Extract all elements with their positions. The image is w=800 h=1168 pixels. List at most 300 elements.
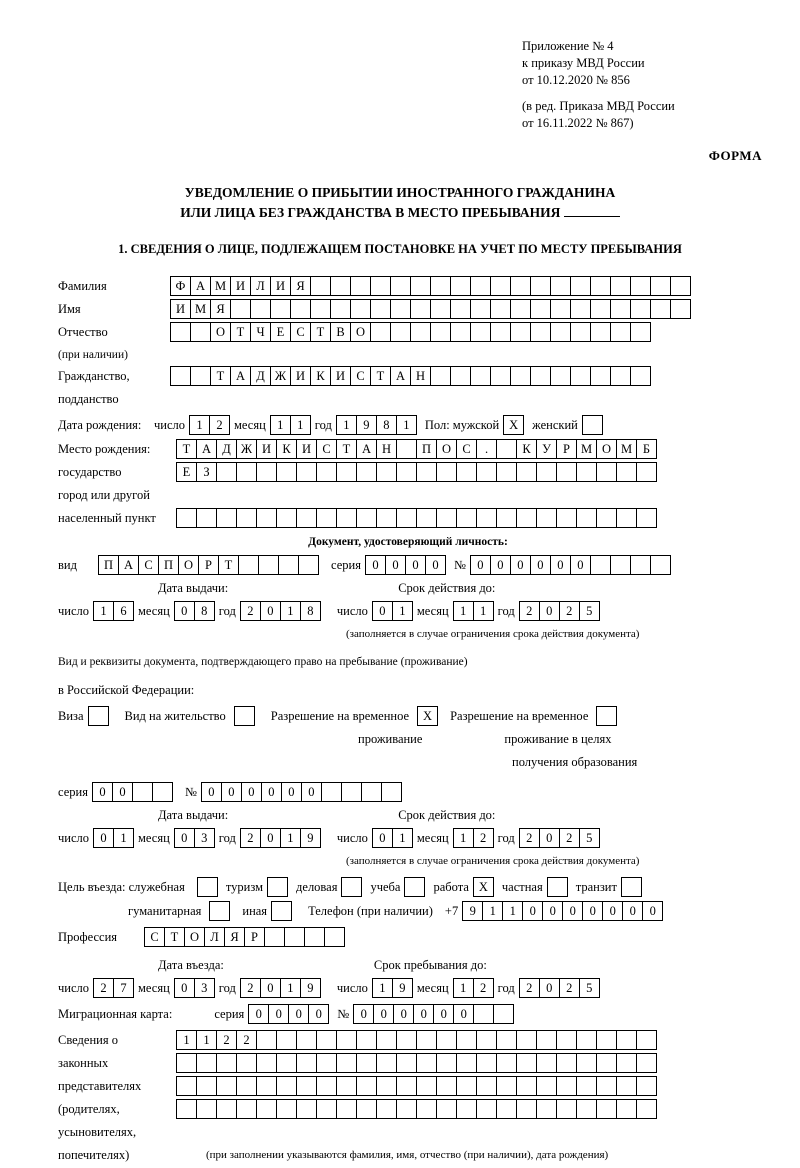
cell[interactable]: [610, 555, 631, 575]
cell[interactable]: [610, 322, 631, 342]
cell[interactable]: 0: [174, 601, 195, 621]
cell[interactable]: 0: [522, 901, 543, 921]
cell[interactable]: [296, 1053, 317, 1073]
field-birthplace-city-2[interactable]: [176, 508, 657, 528]
cell[interactable]: [390, 276, 411, 296]
cell[interactable]: [230, 299, 251, 319]
cell[interactable]: [270, 299, 291, 319]
cell[interactable]: 0: [562, 901, 583, 921]
field-doc-issue-year[interactable]: [240, 601, 321, 621]
cell[interactable]: Л: [204, 927, 225, 947]
cell[interactable]: [616, 1053, 637, 1073]
cell[interactable]: [610, 299, 631, 319]
field-birthplace-state[interactable]: [176, 439, 657, 459]
cell[interactable]: [616, 1076, 637, 1096]
cell[interactable]: [576, 1053, 597, 1073]
field-doc-valid-month[interactable]: [453, 601, 494, 621]
cell[interactable]: [370, 299, 391, 319]
cell[interactable]: Ж: [270, 366, 291, 386]
cell[interactable]: [316, 1030, 337, 1050]
cell[interactable]: [410, 322, 431, 342]
cell[interactable]: [610, 366, 631, 386]
cell[interactable]: 0: [260, 978, 281, 998]
cell[interactable]: Ж: [236, 439, 257, 459]
cell[interactable]: [450, 299, 471, 319]
cell[interactable]: [410, 276, 431, 296]
cell[interactable]: [196, 1076, 217, 1096]
cell[interactable]: [276, 1099, 297, 1119]
cell[interactable]: [324, 927, 345, 947]
cell[interactable]: [630, 322, 651, 342]
cell[interactable]: [510, 322, 531, 342]
cell[interactable]: 1: [473, 601, 494, 621]
field-permit-issue-month[interactable]: [174, 828, 215, 848]
cell[interactable]: [350, 276, 371, 296]
cell[interactable]: П: [416, 439, 437, 459]
cell[interactable]: 2: [216, 1030, 237, 1050]
cell[interactable]: [476, 1030, 497, 1050]
checkbox-male[interactable]: X: [503, 415, 524, 435]
cell[interactable]: [436, 1030, 457, 1050]
field-doc-series[interactable]: [365, 555, 446, 575]
cell[interactable]: 5: [579, 601, 600, 621]
cell[interactable]: [496, 508, 517, 528]
cell[interactable]: 2: [240, 978, 261, 998]
cell[interactable]: О: [350, 322, 371, 342]
cell[interactable]: [636, 1030, 657, 1050]
cell[interactable]: 1: [453, 828, 474, 848]
cell[interactable]: З: [196, 462, 217, 482]
cell[interactable]: [336, 1053, 357, 1073]
cell[interactable]: [650, 299, 671, 319]
cell[interactable]: 5: [579, 978, 600, 998]
cell[interactable]: [456, 462, 477, 482]
cell[interactable]: 2: [240, 828, 261, 848]
cell[interactable]: [132, 782, 153, 802]
checkbox-purpose-transit[interactable]: [621, 877, 642, 897]
cell[interactable]: Д: [216, 439, 237, 459]
cell[interactable]: 0: [93, 828, 114, 848]
cell[interactable]: [356, 508, 377, 528]
cell[interactable]: 0: [510, 555, 531, 575]
cell[interactable]: [216, 462, 237, 482]
cell[interactable]: [416, 1030, 437, 1050]
cell[interactable]: Р: [244, 927, 265, 947]
cell[interactable]: [376, 508, 397, 528]
cell[interactable]: Д: [250, 366, 271, 386]
cell[interactable]: А: [190, 276, 211, 296]
cell[interactable]: [284, 927, 305, 947]
field-phone[interactable]: [462, 901, 663, 921]
cell[interactable]: У: [536, 439, 557, 459]
cell[interactable]: О: [184, 927, 205, 947]
cell[interactable]: 0: [268, 1004, 289, 1024]
cell[interactable]: 9: [392, 978, 413, 998]
cell[interactable]: О: [436, 439, 457, 459]
cell[interactable]: [216, 1076, 237, 1096]
cell[interactable]: [576, 508, 597, 528]
cell[interactable]: [596, 1030, 617, 1050]
cell[interactable]: [516, 508, 537, 528]
cell[interactable]: 0: [373, 1004, 394, 1024]
cell[interactable]: [238, 555, 259, 575]
cell[interactable]: [450, 366, 471, 386]
cell[interactable]: [516, 1053, 537, 1073]
cell[interactable]: [493, 1004, 514, 1024]
cell[interactable]: [256, 1076, 277, 1096]
cell[interactable]: [216, 508, 237, 528]
cell[interactable]: 1: [453, 601, 474, 621]
cell[interactable]: П: [158, 555, 179, 575]
cell[interactable]: [236, 1053, 257, 1073]
cell[interactable]: [396, 439, 417, 459]
cell[interactable]: [390, 322, 411, 342]
cell[interactable]: [316, 1076, 337, 1096]
cell[interactable]: [190, 366, 211, 386]
cell[interactable]: [636, 462, 657, 482]
cell[interactable]: [530, 276, 551, 296]
cell[interactable]: [596, 462, 617, 482]
cell[interactable]: [336, 462, 357, 482]
cell[interactable]: [341, 782, 362, 802]
field-stay-day[interactable]: [372, 978, 413, 998]
cell[interactable]: [536, 462, 557, 482]
cell[interactable]: О: [178, 555, 199, 575]
checkbox-purpose-humanitarian[interactable]: [209, 901, 230, 921]
cell[interactable]: [256, 462, 277, 482]
cell[interactable]: [216, 1053, 237, 1073]
cell[interactable]: [436, 1053, 457, 1073]
cell[interactable]: [310, 299, 331, 319]
cell[interactable]: 0: [281, 782, 302, 802]
cell[interactable]: 0: [539, 601, 560, 621]
cell[interactable]: [570, 299, 591, 319]
field-permit-issue-year[interactable]: [240, 828, 321, 848]
field-citizenship[interactable]: [170, 366, 651, 386]
cell[interactable]: [376, 462, 397, 482]
cell[interactable]: [356, 1053, 377, 1073]
cell[interactable]: [576, 462, 597, 482]
cell[interactable]: 0: [542, 901, 563, 921]
cell[interactable]: 9: [462, 901, 483, 921]
cell[interactable]: 1: [392, 828, 413, 848]
field-entry-month[interactable]: [174, 978, 215, 998]
cell[interactable]: 9: [356, 415, 377, 435]
cell[interactable]: 0: [490, 555, 511, 575]
cell[interactable]: [456, 1053, 477, 1073]
cell[interactable]: Б: [636, 439, 657, 459]
cell[interactable]: [356, 1076, 377, 1096]
cell[interactable]: [276, 462, 297, 482]
cell[interactable]: 8: [376, 415, 397, 435]
cell[interactable]: [170, 366, 191, 386]
cell[interactable]: Л: [250, 276, 271, 296]
cell[interactable]: П: [98, 555, 119, 575]
cell[interactable]: [530, 299, 551, 319]
cell[interactable]: 1: [189, 415, 210, 435]
cell[interactable]: 1: [280, 601, 301, 621]
cell[interactable]: Я: [224, 927, 245, 947]
cell[interactable]: 2: [559, 601, 580, 621]
cell[interactable]: [636, 1076, 657, 1096]
cell[interactable]: 0: [372, 601, 393, 621]
field-doc-issue-month[interactable]: [174, 601, 215, 621]
cell[interactable]: 7: [113, 978, 134, 998]
cell[interactable]: И: [296, 439, 317, 459]
cell[interactable]: 1: [290, 415, 311, 435]
checkbox-purpose-tourism[interactable]: [267, 877, 288, 897]
cell[interactable]: Т: [218, 555, 239, 575]
field-name[interactable]: [170, 299, 691, 319]
cell[interactable]: [516, 1030, 537, 1050]
cell[interactable]: 0: [539, 828, 560, 848]
cell[interactable]: [536, 1030, 557, 1050]
cell[interactable]: 1: [396, 415, 417, 435]
cell[interactable]: В: [330, 322, 351, 342]
cell[interactable]: 1: [270, 415, 291, 435]
cell[interactable]: 2: [93, 978, 114, 998]
cell[interactable]: [336, 508, 357, 528]
checkbox-residence[interactable]: [234, 706, 255, 726]
cell[interactable]: .: [476, 439, 497, 459]
cell[interactable]: 1: [482, 901, 503, 921]
cell[interactable]: Ф: [170, 276, 191, 296]
cell[interactable]: [490, 276, 511, 296]
field-permit-number[interactable]: [201, 782, 402, 802]
field-entry-year[interactable]: [240, 978, 321, 998]
checkbox-purpose-private[interactable]: [547, 877, 568, 897]
cell[interactable]: [650, 276, 671, 296]
cell[interactable]: И: [230, 276, 251, 296]
cell[interactable]: А: [356, 439, 377, 459]
cell[interactable]: И: [256, 439, 277, 459]
cell[interactable]: [430, 299, 451, 319]
field-doc-valid-year[interactable]: [519, 601, 600, 621]
cell[interactable]: 2: [519, 978, 540, 998]
cell[interactable]: [376, 1099, 397, 1119]
cell[interactable]: 0: [470, 555, 491, 575]
cell[interactable]: 8: [300, 601, 321, 621]
cell[interactable]: Т: [210, 366, 231, 386]
cell[interactable]: 3: [194, 978, 215, 998]
cell[interactable]: [476, 1076, 497, 1096]
cell[interactable]: [330, 276, 351, 296]
cell[interactable]: К: [276, 439, 297, 459]
cell[interactable]: 0: [453, 1004, 474, 1024]
cell[interactable]: 2: [473, 828, 494, 848]
cell[interactable]: [376, 1030, 397, 1050]
cell[interactable]: [330, 299, 351, 319]
cell[interactable]: [530, 322, 551, 342]
cell[interactable]: [296, 1030, 317, 1050]
cell[interactable]: [596, 1076, 617, 1096]
cell[interactable]: [450, 276, 471, 296]
cell[interactable]: [496, 1030, 517, 1050]
cell[interactable]: [576, 1099, 597, 1119]
cell[interactable]: [510, 299, 531, 319]
cell[interactable]: [630, 555, 651, 575]
cell[interactable]: 1: [280, 828, 301, 848]
cell[interactable]: Н: [410, 366, 431, 386]
cell[interactable]: [556, 462, 577, 482]
field-birth-month[interactable]: [270, 415, 311, 435]
cell[interactable]: 0: [413, 1004, 434, 1024]
cell[interactable]: [416, 508, 437, 528]
cell[interactable]: [450, 322, 471, 342]
cell[interactable]: [416, 1053, 437, 1073]
cell[interactable]: [396, 1099, 417, 1119]
cell[interactable]: 0: [221, 782, 242, 802]
cell[interactable]: [276, 1053, 297, 1073]
cell[interactable]: [278, 555, 299, 575]
cell[interactable]: 0: [308, 1004, 329, 1024]
cell[interactable]: 0: [405, 555, 426, 575]
cell[interactable]: [216, 1099, 237, 1119]
cell[interactable]: [376, 1076, 397, 1096]
cell[interactable]: 1: [113, 828, 134, 848]
cell[interactable]: [516, 1099, 537, 1119]
cell[interactable]: [176, 1099, 197, 1119]
cell[interactable]: Ч: [250, 322, 271, 342]
cell[interactable]: [556, 508, 577, 528]
cell[interactable]: [370, 276, 391, 296]
cell[interactable]: [236, 1076, 257, 1096]
cell[interactable]: [496, 1099, 517, 1119]
field-birthplace-city-1[interactable]: [176, 462, 657, 482]
cell[interactable]: [576, 1030, 597, 1050]
cell[interactable]: 2: [473, 978, 494, 998]
cell[interactable]: [416, 1099, 437, 1119]
cell[interactable]: О: [210, 322, 231, 342]
cell[interactable]: [456, 508, 477, 528]
cell[interactable]: [616, 1030, 637, 1050]
cell[interactable]: 2: [240, 601, 261, 621]
cell[interactable]: [490, 299, 511, 319]
cell[interactable]: [436, 462, 457, 482]
cell[interactable]: 2: [559, 828, 580, 848]
cell[interactable]: Н: [376, 439, 397, 459]
cell[interactable]: [456, 1099, 477, 1119]
cell[interactable]: [650, 555, 671, 575]
cell[interactable]: О: [596, 439, 617, 459]
cell[interactable]: [176, 1053, 197, 1073]
cell[interactable]: М: [616, 439, 637, 459]
cell[interactable]: [296, 1076, 317, 1096]
cell[interactable]: [316, 508, 337, 528]
field-birth-year[interactable]: [336, 415, 417, 435]
cell[interactable]: 1: [280, 978, 301, 998]
cell[interactable]: [396, 508, 417, 528]
cell[interactable]: 2: [519, 601, 540, 621]
cell[interactable]: [176, 1076, 197, 1096]
cell[interactable]: 0: [248, 1004, 269, 1024]
cell[interactable]: [476, 1099, 497, 1119]
cell[interactable]: К: [516, 439, 537, 459]
cell[interactable]: [456, 1030, 477, 1050]
field-stay-year[interactable]: [519, 978, 600, 998]
cell[interactable]: [556, 1099, 577, 1119]
cell[interactable]: [416, 462, 437, 482]
cell[interactable]: 0: [241, 782, 262, 802]
cell[interactable]: [336, 1076, 357, 1096]
cell[interactable]: [276, 1076, 297, 1096]
field-legal-rep-4[interactable]: [176, 1099, 657, 1119]
cell[interactable]: 0: [530, 555, 551, 575]
cell[interactable]: И: [270, 276, 291, 296]
field-surname[interactable]: [170, 276, 691, 296]
cell[interactable]: [556, 1076, 577, 1096]
checkbox-purpose-service[interactable]: [197, 877, 218, 897]
cell[interactable]: 1: [196, 1030, 217, 1050]
cell[interactable]: [170, 322, 191, 342]
field-legal-rep-3[interactable]: [176, 1076, 657, 1096]
cell[interactable]: [616, 462, 637, 482]
checkbox-temp-residence[interactable]: X: [417, 706, 438, 726]
cell[interactable]: [296, 1099, 317, 1119]
checkbox-visa[interactable]: [88, 706, 109, 726]
cell[interactable]: Е: [270, 322, 291, 342]
cell[interactable]: С: [290, 322, 311, 342]
cell[interactable]: [236, 462, 257, 482]
cell[interactable]: [550, 276, 571, 296]
cell[interactable]: 0: [642, 901, 663, 921]
cell[interactable]: [536, 1076, 557, 1096]
cell[interactable]: 0: [425, 555, 446, 575]
cell[interactable]: [510, 366, 531, 386]
field-doc-number[interactable]: [470, 555, 671, 575]
cell[interactable]: [376, 1053, 397, 1073]
cell[interactable]: [430, 366, 451, 386]
cell[interactable]: [550, 322, 571, 342]
cell[interactable]: [356, 462, 377, 482]
cell[interactable]: 1: [392, 601, 413, 621]
cell[interactable]: 0: [602, 901, 623, 921]
cell[interactable]: [476, 1053, 497, 1073]
cell[interactable]: [416, 1076, 437, 1096]
cell[interactable]: [304, 927, 325, 947]
cell[interactable]: [516, 462, 537, 482]
cell[interactable]: И: [330, 366, 351, 386]
field-doc-issue-day[interactable]: [93, 601, 134, 621]
field-profession[interactable]: [144, 927, 345, 947]
cell[interactable]: К: [310, 366, 331, 386]
cell[interactable]: [510, 276, 531, 296]
cell[interactable]: [616, 1099, 637, 1119]
cell[interactable]: [276, 1030, 297, 1050]
cell[interactable]: [336, 1099, 357, 1119]
cell[interactable]: М: [210, 276, 231, 296]
cell[interactable]: М: [190, 299, 211, 319]
cell[interactable]: [470, 366, 491, 386]
cell[interactable]: Я: [290, 276, 311, 296]
cell[interactable]: [316, 1053, 337, 1073]
cell[interactable]: И: [170, 299, 191, 319]
cell[interactable]: [536, 508, 557, 528]
cell[interactable]: 0: [393, 1004, 414, 1024]
field-permit-valid-day[interactable]: [372, 828, 413, 848]
cell[interactable]: 1: [176, 1030, 197, 1050]
cell[interactable]: [258, 555, 279, 575]
field-permit-issue-day[interactable]: [93, 828, 134, 848]
cell[interactable]: 0: [260, 828, 281, 848]
field-entry-day[interactable]: [93, 978, 134, 998]
cell[interactable]: 1: [336, 415, 357, 435]
cell[interactable]: [490, 366, 511, 386]
cell[interactable]: [576, 1076, 597, 1096]
cell[interactable]: 1: [93, 601, 114, 621]
cell[interactable]: [176, 508, 197, 528]
checkbox-purpose-study[interactable]: [404, 877, 425, 897]
